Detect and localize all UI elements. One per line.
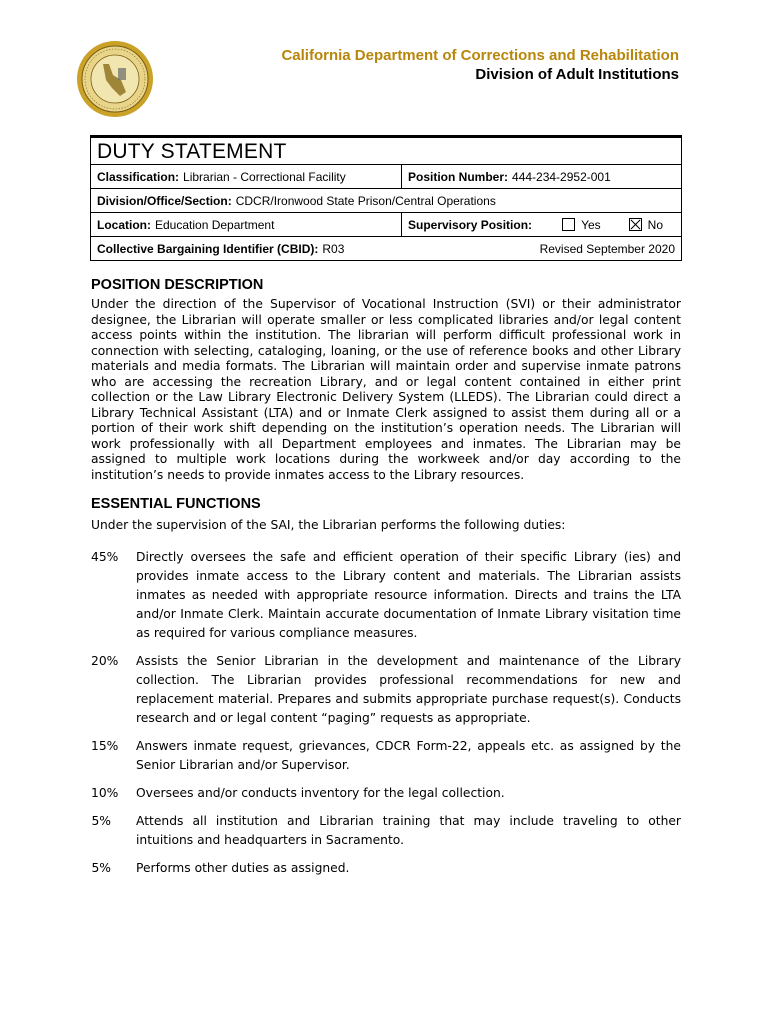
position-description-text: Under the direction of the Supervisor of Vocational Instruction (SVI) or their administrator designee, the Librarian will operate smaller or less complicated libraries and/or legal content access points within the institution. The librarian will perform difficult professional work in connection with selecting, cataloging, loaning, or the use of reference books and other Library materials and media formats. The Librarian will maintain order and supervise inmate patrons who are accessing the recreation Library, and or legal content contained in either print collection or the Law Library Electronic Delivery System (LLEDS). The Librarian could direct a Library Technical Assistant (LTA) and or Inmate Clerk assigned to assist them during all or a portion of their work shift depending on the institution’s operation needs. The Librarian will work professionally with all Department employees and inmates. The Librarian may be assigned to multiple work locations during the workweek and/or day according to the institution’s needs to provide inmates access to the Library resources. bbox=[91, 297, 681, 482]
cbid-label: Collective Bargaining Identifier (CBID): bbox=[97, 241, 319, 256]
supervisory-position-label: Supervisory Position: bbox=[408, 217, 533, 232]
cbid-row bbox=[91, 237, 681, 260]
location-value: Education Department bbox=[155, 217, 275, 232]
location-row bbox=[91, 213, 681, 237]
position-number-value: 444-234-2952-001 bbox=[512, 169, 611, 184]
duty-description: Assists the Senior Librarian in the development and maintenance of the Library collection. The Librarian provides professional recommendations for new and replacement material. Prepares and submits appropriate purchase request(s). Conducts research and or legal content “paging” requests as appropriate. bbox=[136, 654, 681, 725]
division-value: CDCR/Ironwood State Prison/Central Operations bbox=[235, 193, 496, 208]
classification-value: Librarian - Correctional Facility bbox=[183, 169, 346, 184]
cdcr-seal-logo bbox=[76, 40, 154, 118]
division-row bbox=[91, 189, 681, 213]
list-item bbox=[91, 784, 681, 803]
duty-description: Directly oversees the safe and efficient operation of their specific Library (ies) and provides inmate access to the Library content and materials. The Librarian assists inmates as needed with appropriate resource information. Directs and trains the LTA and/or Inmate Clerk. Maintain accurate documentation of Inmate Library visitation time as required for various compliance measures. bbox=[136, 550, 681, 640]
yes-label: Yes bbox=[581, 217, 601, 232]
duty-description: Answers inmate request, grievances, CDCR Form-22, appeals etc. as assigned by the Senior Librarian and/or Supervisor. bbox=[136, 739, 681, 772]
position-description-heading: POSITION DESCRIPTION bbox=[91, 277, 264, 293]
essential-functions-intro: Under the supervision of the SAI, the Librarian performs the following duties: bbox=[91, 518, 566, 532]
location-label: Location: bbox=[97, 217, 151, 232]
list-item bbox=[91, 737, 681, 775]
position-number-label: Position Number: bbox=[408, 169, 509, 184]
division-name: Division of Adult Institutions bbox=[475, 66, 679, 83]
duty-description: Attends all institution and Librarian training that may include traveling to other intuitions and headquarters in Sacramento. bbox=[136, 814, 681, 847]
duty-percent: 20% bbox=[91, 654, 119, 668]
essential-functions-heading: ESSENTIAL FUNCTIONS bbox=[91, 496, 261, 512]
yes-checkbox[interactable] bbox=[562, 218, 575, 231]
position-description-section bbox=[91, 277, 681, 483]
department-name: California Department of Corrections and Rehabilitation bbox=[281, 47, 679, 64]
list-item bbox=[91, 548, 681, 643]
duty-description: Oversees and/or conducts inventory for the legal collection. bbox=[136, 786, 505, 800]
duty-percent: 45% bbox=[91, 550, 119, 564]
cbid-value: R03 bbox=[322, 241, 345, 256]
revised-date: Revised September 2020 bbox=[539, 241, 675, 256]
duty-percent: 10% bbox=[91, 786, 119, 800]
classification-row bbox=[91, 165, 681, 189]
division-label: Division/Office/Section: bbox=[97, 193, 232, 208]
duty-statement-table bbox=[90, 135, 682, 261]
organization-header bbox=[281, 46, 679, 84]
duty-percent: 15% bbox=[91, 739, 119, 753]
essential-functions-section bbox=[91, 496, 681, 532]
duties-list bbox=[91, 548, 681, 887]
duty-description: Performs other duties as assigned. bbox=[136, 861, 350, 875]
classification-label: Classification: bbox=[97, 169, 180, 184]
duty-percent: 5% bbox=[91, 861, 111, 875]
list-item bbox=[91, 859, 681, 878]
list-item bbox=[91, 652, 681, 728]
duty-statement-title: DUTY STATEMENT bbox=[91, 138, 681, 165]
list-item bbox=[91, 812, 681, 850]
no-checkbox[interactable] bbox=[629, 218, 642, 231]
no-label: No bbox=[647, 217, 663, 232]
duty-percent: 5% bbox=[91, 814, 111, 828]
